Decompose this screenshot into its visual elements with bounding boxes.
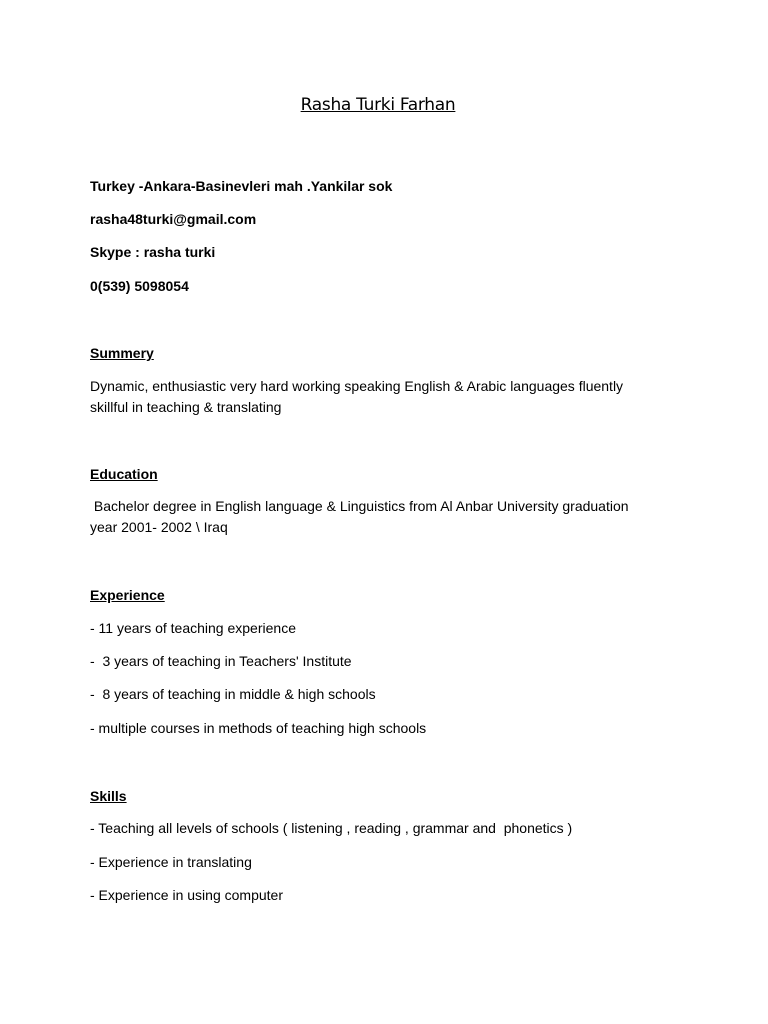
summary-line-2: skillful in teaching & translating <box>90 399 282 415</box>
experience-item: - multiple courses in methods of teaching high schools <box>90 720 427 736</box>
contact-skype: Skype : rasha turki <box>90 244 216 260</box>
experience-item: - 11 years of teaching experience <box>90 620 296 636</box>
summary-heading: Summery <box>90 345 154 361</box>
contact-phone: 0(539) 5098054 <box>90 278 189 294</box>
experience-item: - 3 years of teaching in Teachers' Institute <box>90 653 352 669</box>
contact-email: rasha48turki@gmail.com <box>90 211 257 227</box>
education-line-2: year 2001- 2002 \ Iraq <box>90 519 228 535</box>
education-line-1: Bachelor degree in English language & Linguistics from Al Anbar University graduation <box>90 498 629 514</box>
skills-item: - Experience in using computer <box>90 887 283 903</box>
summary-line-1: Dynamic, enthusiastic very hard working speaking English & Arabic languages fluently <box>90 378 624 394</box>
education-heading: Education <box>90 466 158 482</box>
skills-heading: Skills <box>90 788 127 804</box>
skills-item: - Teaching all levels of schools ( listening , reading , grammar and phonetics ) <box>90 820 573 836</box>
experience-heading: Experience <box>90 587 165 603</box>
skills-item: - Experience in translating <box>90 854 252 870</box>
resume-name: Rasha Turki Farhan <box>300 95 456 115</box>
contact-address: Turkey -Ankara-Basinevleri mah .Yankilar sok <box>90 178 393 194</box>
experience-item: - 8 years of teaching in middle & high schools <box>90 686 376 702</box>
